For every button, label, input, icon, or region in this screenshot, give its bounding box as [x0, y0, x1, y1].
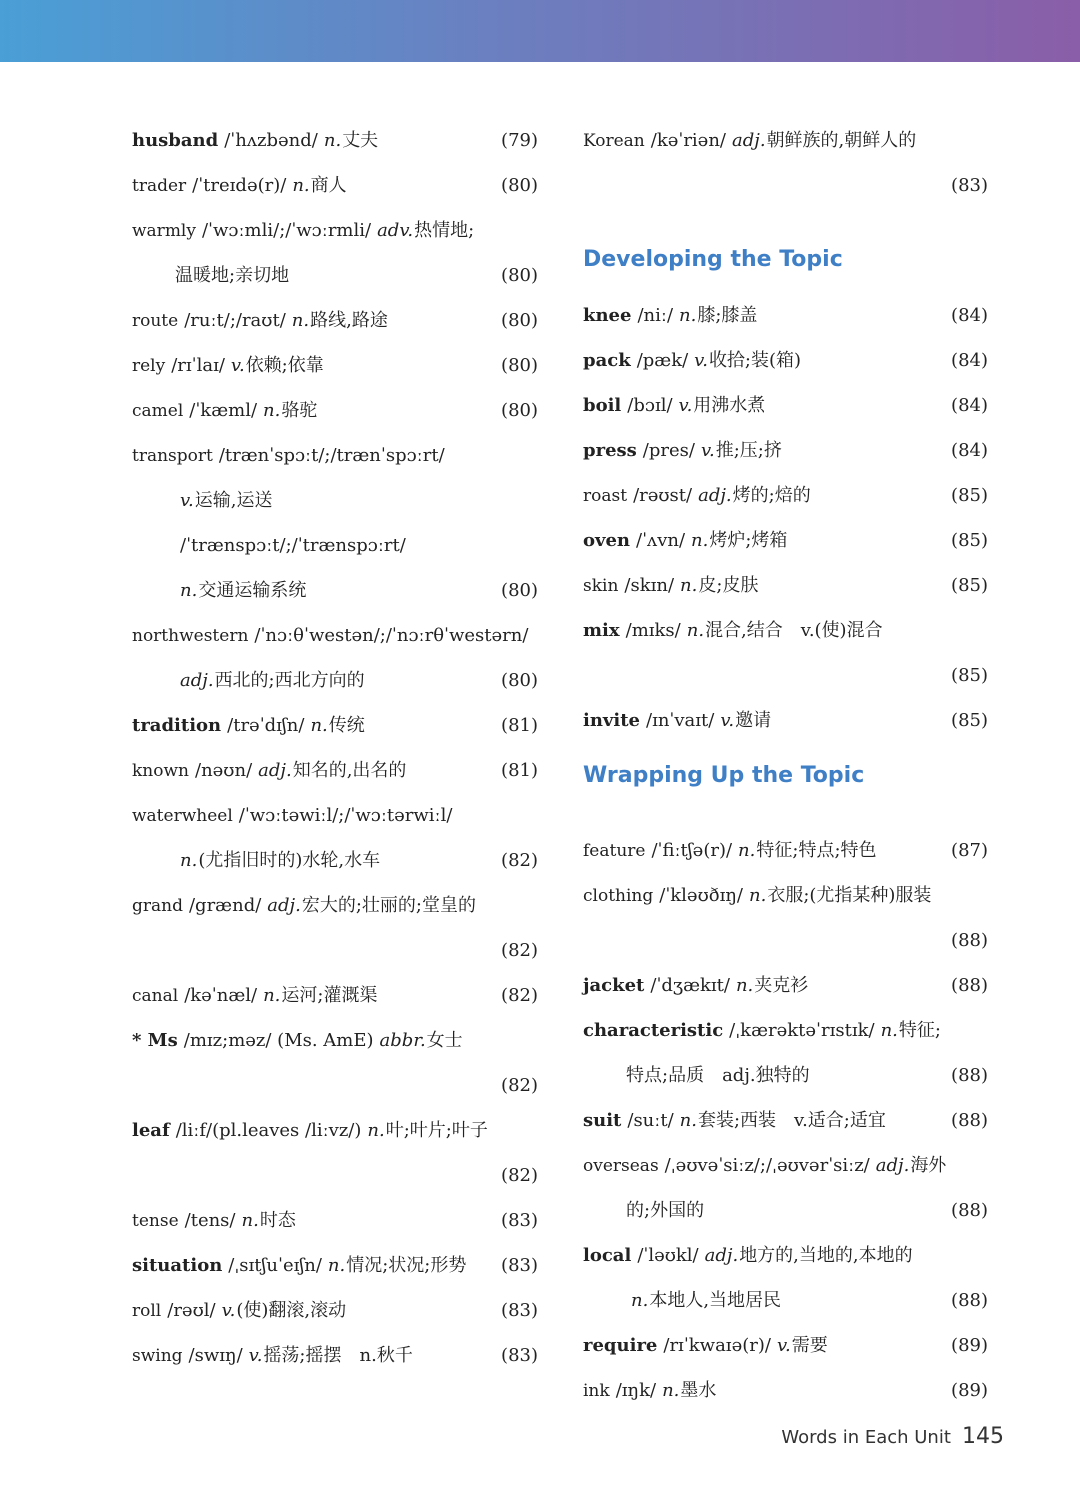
entry-translation: 收拾;装(箱)	[708, 350, 802, 371]
entry-page-ref: (81)	[501, 715, 538, 736]
entry-translation: 衣服;(尤指某种)服装	[767, 885, 932, 906]
vocab-entry-continuation	[132, 568, 538, 613]
entry-translation: 特点;品质 adj.独特的	[626, 1065, 810, 1086]
entry-translation: 朝鲜族的,朝鲜人的	[766, 130, 917, 151]
entry-page-ref: (88)	[951, 930, 988, 951]
entry-translation: 宏大的;壮丽的;堂皇的	[301, 895, 476, 916]
entry-translation: 海外	[910, 1155, 947, 1176]
entry-page-ref: (82)	[501, 1075, 538, 1096]
entry-page-ref: (85)	[951, 665, 988, 686]
entry-page-ref: (85)	[951, 575, 988, 596]
section-heading	[583, 743, 988, 809]
entry-phonetic: /nəʊn/	[195, 760, 253, 781]
entry-page-ref: (80)	[501, 310, 538, 331]
entry-translation: 烤的;焙的	[732, 485, 811, 506]
entry-phonetic: /ɪŋk/	[615, 1380, 657, 1401]
vocab-entry-continuation	[132, 658, 538, 703]
vocab-entry	[132, 1333, 538, 1378]
entry-word: waterwheel	[132, 806, 233, 826]
entry-translation: 叶;叶片;叶子	[385, 1120, 488, 1141]
entry-translation: 西北的;西北方向的	[214, 670, 365, 691]
entry-part-of-speech: n.	[241, 1210, 259, 1231]
entry-page-ref: (85)	[951, 530, 988, 551]
entry-phonetic: /niː/	[637, 305, 674, 326]
vocab-entry-continuation	[132, 1063, 538, 1108]
entry-word: press	[583, 440, 637, 461]
entry-page-ref: (88)	[951, 1290, 988, 1311]
entry-part-of-speech: n.	[680, 575, 698, 596]
entry-phonetic: /bɔɪl/	[627, 395, 673, 416]
entry-translation: (尤指旧时的)水轮,水车	[198, 850, 381, 871]
entry-word: swing	[132, 1346, 183, 1366]
entry-translation: 墨水	[680, 1380, 717, 1401]
vocab-entry	[132, 793, 538, 838]
entry-page-ref: (88)	[951, 975, 988, 996]
entry-phonetic: /ˈhʌzbənd/	[224, 130, 318, 151]
entry-translation: 商人	[310, 175, 347, 196]
entry-word: tense	[132, 1211, 179, 1231]
entry-word: Korean	[583, 131, 645, 151]
entry-translation: 运河;灌溉渠	[281, 985, 378, 1006]
section-heading	[583, 227, 988, 293]
entry-word: ink	[583, 1381, 610, 1401]
entry-phonetic: /trænˈspɔːt/;/trænˈspɔːrt/	[218, 445, 445, 466]
entry-translation: 烤炉;烤箱	[709, 530, 788, 551]
entry-phonetic: /ˌsɪtʃuˈeɪʃn/	[228, 1255, 322, 1276]
entry-page-ref: (80)	[501, 580, 538, 601]
entry-part-of-speech: n.	[679, 305, 697, 326]
entry-phonetic: /mɪks/	[625, 620, 681, 641]
vocab-entry	[583, 608, 988, 653]
entry-phonetic: /pres/	[642, 440, 695, 461]
entry-phonetic: /skɪn/	[624, 575, 675, 596]
entry-word: husband	[132, 130, 219, 151]
vocab-entry	[132, 388, 538, 433]
entry-translation: 本地人,当地居民	[649, 1290, 782, 1311]
entry-page-ref: (87)	[951, 840, 988, 861]
entry-translation: 用沸水煮	[693, 395, 766, 416]
entry-page-ref: (82)	[501, 940, 538, 961]
entry-word: boil	[583, 395, 622, 416]
vocab-entry	[132, 163, 538, 208]
entry-phonetic: /rəʊl/	[167, 1300, 216, 1321]
footer-title: Words in Each Unit	[781, 1427, 951, 1448]
entry-word: require	[583, 1335, 658, 1356]
entry-phonetic: /ˈdʒækɪt/	[650, 975, 730, 996]
vocab-entry	[132, 748, 538, 793]
entry-translation: 交通运输系统	[198, 580, 307, 601]
entry-word: northwestern	[132, 626, 249, 646]
entry-phonetic: /suːt/	[627, 1110, 674, 1131]
entry-phonetic: /ˈfiːtʃə(r)/	[651, 840, 733, 861]
entry-phonetic: /ˈkæml/	[189, 400, 258, 421]
right-column	[583, 118, 988, 1413]
vocab-entry-continuation	[132, 523, 538, 568]
entry-part-of-speech: n.	[691, 530, 709, 551]
entry-part-of-speech: adj.	[258, 760, 292, 781]
entry-phonetic: /ˈtrænspɔːt/;/ˈtrænspɔːrt/	[180, 535, 406, 556]
entry-word: pack	[583, 350, 631, 371]
entry-part-of-speech: adj.	[875, 1155, 910, 1176]
left-column	[132, 118, 538, 1378]
vocab-entry-continuation	[583, 1188, 988, 1233]
entry-page-ref: (82)	[501, 1165, 538, 1186]
entry-phonetic: /trəˈdɪʃn/	[227, 715, 305, 736]
entry-phonetic: /grænd/	[188, 895, 262, 916]
entry-part-of-speech: v.	[720, 710, 735, 731]
entry-phonetic: /ˈwɔːmli/;/ˈwɔːrmli/	[201, 220, 372, 241]
entry-page-ref: (83)	[501, 1255, 538, 1276]
entry-word: overseas	[583, 1156, 659, 1176]
entry-phonetic: /ˈləʊkl/	[637, 1245, 699, 1266]
entry-translation: 皮;皮肤	[698, 575, 759, 596]
entry-part-of-speech: n.	[735, 975, 754, 996]
entry-page-ref: (88)	[951, 1110, 988, 1131]
entry-part-of-speech: v.	[694, 350, 708, 371]
entry-page-ref: (84)	[951, 440, 988, 461]
entry-word: roll	[132, 1301, 162, 1321]
vocab-entry-continuation	[132, 838, 538, 883]
vocab-entry	[583, 338, 988, 383]
entry-word: knee	[583, 305, 632, 326]
entry-part-of-speech: adj.	[267, 895, 301, 916]
entry-page-ref: (83)	[951, 175, 988, 196]
entry-part-of-speech: v.	[678, 395, 693, 416]
entry-part-of-speech: n.	[327, 1255, 346, 1276]
entry-phonetic: /rəʊst/	[633, 485, 693, 506]
entry-part-of-speech: n.	[367, 1120, 385, 1141]
entry-word: camel	[132, 401, 184, 421]
vocab-entry	[583, 873, 988, 918]
entry-part-of-speech: n.	[686, 620, 705, 641]
entry-part-of-speech: n.	[263, 985, 281, 1006]
entry-word: skin	[583, 576, 619, 596]
entry-word: feature	[583, 841, 646, 861]
entry-word: suit	[583, 1110, 622, 1131]
entry-part-of-speech: adj.	[704, 1245, 739, 1266]
entry-phonetic: /rɪˈlaɪ/	[171, 355, 225, 376]
entry-part-of-speech: n.	[310, 715, 328, 736]
entry-part-of-speech: n.	[679, 1110, 697, 1131]
vocab-entry	[132, 433, 538, 478]
vocab-entry	[583, 828, 988, 873]
entry-translation: 知名的,出名的	[292, 760, 407, 781]
header-banner	[0, 0, 1080, 62]
entry-phonetic: /ˌəʊvəˈsiːz/;/ˌəʊvərˈsiːz/	[664, 1155, 870, 1176]
entry-word: clothing	[583, 886, 654, 906]
entry-word: jacket	[583, 975, 645, 996]
entry-part-of-speech: n.	[263, 400, 281, 421]
vocab-entry-continuation	[583, 1278, 988, 1323]
entry-phonetic: /kəˈnæl/	[184, 985, 258, 1006]
vocab-entry	[583, 1143, 988, 1188]
entry-word: roast	[583, 486, 628, 506]
entry-page-ref: (88)	[951, 1200, 988, 1221]
entry-translation: 套装;西装 v.适合;适宜	[697, 1110, 886, 1131]
vocab-entry-continuation	[132, 478, 538, 523]
entry-part-of-speech: n.	[291, 310, 310, 331]
vocab-entry-continuation	[132, 253, 538, 298]
entry-part-of-speech: adv.	[377, 220, 414, 241]
entry-word: mix	[583, 620, 620, 641]
entry-phonetic: /pæk/	[636, 350, 689, 371]
entry-phonetic: /ˈwɔːtəwiːl/;/ˈwɔːtərwiːl/	[238, 805, 453, 826]
entry-word: leaf	[132, 1120, 170, 1141]
entry-word: trader	[132, 176, 187, 196]
entry-word: tradition	[132, 715, 222, 736]
entry-page-ref: (89)	[951, 1380, 988, 1401]
entry-translation: 需要	[791, 1335, 828, 1356]
entry-phonetic: /swɪŋ/	[188, 1345, 243, 1366]
entry-translation: 路线,路途	[310, 310, 388, 331]
entry-part-of-speech: v.	[180, 490, 194, 511]
vocab-entry	[583, 1368, 988, 1413]
entry-phonetic: /ˈkləʊðɪŋ/	[659, 885, 743, 906]
entry-translation: 特征;	[898, 1020, 941, 1041]
vocab-entry	[583, 1008, 988, 1053]
entry-phonetic: /ɪnˈvaɪt/	[646, 710, 715, 731]
vocab-entry-continuation	[583, 1053, 988, 1098]
entry-page-ref: (84)	[951, 350, 988, 371]
entry-part-of-speech: n.	[292, 175, 310, 196]
vocab-entry	[583, 428, 988, 473]
entry-page-ref: (89)	[951, 1335, 988, 1356]
entry-word: rely	[132, 356, 166, 376]
entry-word: oven	[583, 530, 631, 551]
vocab-entry	[583, 1098, 988, 1143]
entry-part-of-speech: n.	[180, 850, 198, 871]
entry-part-of-speech: adj.	[180, 670, 214, 691]
vocab-entry	[132, 1288, 538, 1333]
entry-phonetic: /kəˈriən/	[650, 130, 726, 151]
entry-translation: 特征;特点;特色	[756, 840, 877, 861]
entry-word: known	[132, 761, 189, 781]
entry-page-ref: (82)	[501, 985, 538, 1006]
entry-translation: 推;压;挤	[715, 440, 782, 461]
entry-word: situation	[132, 1255, 223, 1276]
page-number: 145	[962, 1424, 1004, 1449]
vocab-entry	[583, 118, 988, 163]
entry-page-ref: (83)	[501, 1210, 538, 1231]
section-heading-text: Developing the Topic	[583, 247, 843, 272]
entry-part-of-speech: n.	[662, 1380, 680, 1401]
entry-phonetic: /ˈtreɪdə(r)/	[192, 175, 287, 196]
entry-translation: 温暖地;亲切地	[175, 265, 290, 286]
entry-phonetic: /ˈʌvn/	[636, 530, 686, 551]
entry-translation: 传统	[328, 715, 365, 736]
entry-page-ref: (84)	[951, 395, 988, 416]
vocab-entry	[583, 383, 988, 428]
entry-translation: 情况;状况;形势	[346, 1255, 467, 1276]
entry-page-ref: (80)	[501, 265, 538, 286]
entry-word: transport	[132, 446, 213, 466]
entry-page-ref: (88)	[951, 1065, 988, 1086]
entry-phonetic: /tens/	[184, 1210, 236, 1231]
entry-part-of-speech: v.	[230, 355, 245, 376]
entry-page-ref: (85)	[951, 710, 988, 731]
entry-part-of-speech: n.	[323, 130, 342, 151]
entry-part-of-speech: n.	[738, 840, 756, 861]
entry-part-of-speech: n.	[180, 580, 198, 601]
entry-phonetic: /rɪˈkwaɪə(r)/	[663, 1335, 771, 1356]
entry-phonetic: /ˈnɔːθˈwestən/;/ˈnɔːrθˈwestərn/	[254, 625, 529, 646]
entry-part-of-speech: v.	[700, 440, 715, 461]
entry-translation: 的;外国的	[626, 1200, 705, 1221]
entry-part-of-speech: abbr.	[379, 1030, 426, 1051]
entry-word: grand	[132, 896, 183, 916]
vocab-entry	[132, 1243, 538, 1288]
vocab-entry	[132, 883, 538, 928]
entry-page-ref: (83)	[501, 1300, 538, 1321]
vocab-entry	[583, 1323, 988, 1368]
entry-translation: 地方的,当地的,本地的	[739, 1245, 913, 1266]
entry-word: * Ms	[132, 1030, 178, 1051]
entry-translation: 热情地;	[414, 220, 475, 241]
entry-translation: 骆驼	[281, 400, 318, 421]
entry-part-of-speech: v.	[776, 1335, 791, 1356]
entry-page-ref: (79)	[501, 130, 538, 151]
vocab-entry-continuation	[583, 653, 988, 698]
entry-part-of-speech: adj.	[698, 485, 732, 506]
section-heading-text: Wrapping Up the Topic	[583, 763, 865, 788]
vocab-entry-continuation	[132, 1153, 538, 1198]
entry-part-of-speech: v.	[248, 1345, 263, 1366]
vocab-entry	[132, 118, 538, 163]
entry-phonetic: /ruːt/;/raʊt/	[184, 310, 286, 331]
vocab-entry	[583, 1233, 988, 1278]
page-footer	[781, 1424, 1004, 1449]
entry-part-of-speech: adj.	[732, 130, 766, 151]
spacer	[583, 208, 988, 227]
entry-translation: 夹克衫	[754, 975, 809, 996]
entry-word: invite	[583, 710, 640, 731]
entry-phonetic: /mɪz;məz/ (Ms. AmE)	[183, 1030, 374, 1051]
vocab-entry	[583, 963, 988, 1008]
entry-page-ref: (80)	[501, 355, 538, 376]
entry-page-ref: (83)	[501, 1345, 538, 1366]
vocab-entry	[132, 1198, 538, 1243]
entry-page-ref: (82)	[501, 850, 538, 871]
entry-word: local	[583, 1245, 632, 1266]
vocab-entry	[132, 208, 538, 253]
vocab-entry-continuation	[583, 163, 988, 208]
entry-page-ref: (80)	[501, 400, 538, 421]
entry-part-of-speech: n.	[749, 885, 767, 906]
entry-translation: 运输,运送	[194, 490, 273, 511]
entry-page-ref: (80)	[501, 670, 538, 691]
entry-part-of-speech: n.	[880, 1020, 898, 1041]
entry-phonetic: /ˌkærəktəˈrɪstɪk/	[729, 1020, 875, 1041]
entry-translation: 膝;膝盖	[697, 305, 758, 326]
vocab-entry	[132, 343, 538, 388]
entry-page-ref: (80)	[501, 175, 538, 196]
vocab-entry-continuation	[583, 918, 988, 963]
entry-page-ref: (84)	[951, 305, 988, 326]
entry-page-ref: (85)	[951, 485, 988, 506]
entry-translation: 依赖;依靠	[245, 355, 324, 376]
vocab-entry	[132, 703, 538, 748]
entry-part-of-speech: n.	[631, 1290, 649, 1311]
entry-translation: 混合,结合 v.(使)混合	[705, 620, 883, 641]
entry-translation: 丈夫	[342, 130, 379, 151]
vocab-entry	[132, 973, 538, 1018]
entry-phonetic: /liːf/(pl.leaves /liːvz/)	[175, 1120, 362, 1141]
vocab-entry	[132, 613, 538, 658]
entry-translation: 时态	[259, 1210, 296, 1231]
vocab-entry	[132, 1018, 538, 1063]
entry-word: warmly	[132, 221, 196, 241]
entry-word: route	[132, 311, 179, 331]
vocab-entry	[132, 1108, 538, 1153]
vocab-entry	[583, 293, 988, 338]
vocab-entry	[132, 298, 538, 343]
vocab-entry	[583, 518, 988, 563]
vocab-entry	[583, 473, 988, 518]
entry-translation: 邀请	[735, 710, 772, 731]
entry-word: characteristic	[583, 1020, 724, 1041]
entry-part-of-speech: v.	[221, 1300, 236, 1321]
vocab-entry-continuation	[132, 928, 538, 973]
entry-translation: (使)翻滚,滚动	[236, 1300, 347, 1321]
entry-word: canal	[132, 986, 179, 1006]
entry-translation: 摇荡;摇摆 n.秋千	[263, 1345, 413, 1366]
entry-translation: 女士	[426, 1030, 463, 1051]
vocab-entry	[583, 563, 988, 608]
vocab-entry	[583, 698, 988, 743]
spacer	[583, 809, 988, 828]
entry-page-ref: (81)	[501, 760, 538, 781]
